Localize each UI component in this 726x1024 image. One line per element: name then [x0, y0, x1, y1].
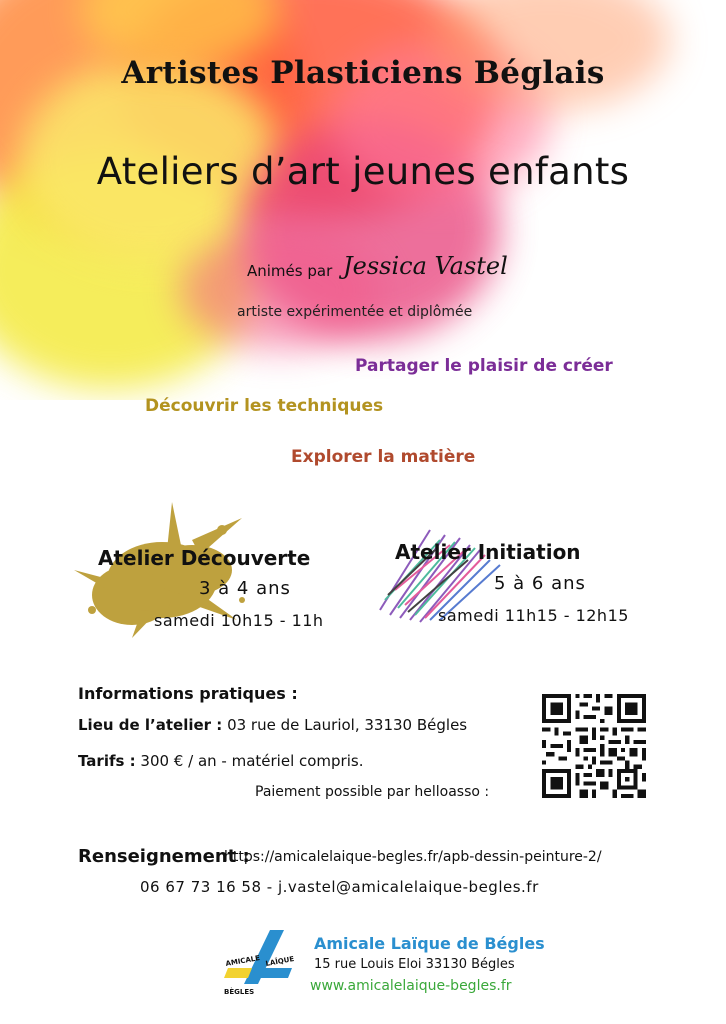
location-label: Lieu de l’atelier :: [78, 716, 223, 734]
location-value: 03 rue de Lauriol, 33130 Bégles: [222, 716, 468, 734]
atelier-decouverte-age: 3 à 4 ans: [199, 578, 291, 599]
tagline-explore: Explorer la matière: [291, 447, 476, 467]
amicale-address: 15 rue Louis Eloi 33130 Bégles: [314, 957, 515, 972]
info-pricing: [78, 752, 363, 770]
amicale-name: Amicale Laïque de Bégles: [314, 934, 545, 953]
atelier-initiation-title: Atelier Initiation: [395, 540, 581, 564]
atelier-decouverte-title: Atelier Découverte: [98, 546, 311, 570]
org-title: Artistes Plasticiens Béglais: [121, 55, 605, 91]
tagline-share: Partager le plaisir de créer: [355, 356, 613, 376]
logo-text-laique: LAÏQUE: [264, 955, 295, 968]
renseignement-label: Renseignement :: [78, 846, 250, 867]
qr-code-icon[interactable]: [542, 694, 646, 798]
page-title: Ateliers d’art jeunes enfants: [96, 150, 630, 193]
pricing-value: 300 € / an - matériel compris.: [135, 752, 364, 770]
info-heading: Informations pratiques :: [78, 684, 298, 703]
amicale-website-link[interactable]: www.amicalelaique-begles.fr: [310, 978, 512, 994]
tagline-discover: Découvrir les techniques: [145, 396, 384, 416]
animated-by-label: Animés par: [247, 262, 333, 280]
logo-text-amicale: AMICALE: [224, 954, 261, 968]
pricing-label: Tarifs :: [78, 752, 136, 770]
renseignement-url-link[interactable]: https://amicalelaique-begles.fr/apb-dessin-peinture-2/: [224, 849, 602, 865]
info-location: [78, 716, 467, 734]
atelier-initiation-time: samedi 11h15 - 12h15: [438, 606, 629, 625]
artist-description: artiste expérimentée et diplômée: [237, 304, 473, 320]
logo-text-begles: BÈGLES: [224, 988, 255, 996]
payment-info: Paiement possible par helloasso :: [255, 784, 490, 800]
artist-signature: Jessica Vastel: [343, 252, 508, 280]
atelier-initiation-age: 5 à 6 ans: [494, 573, 586, 594]
contact-info: 06 67 73 16 58 - j.vastel@amicalelaique-begles.fr: [140, 878, 539, 896]
atelier-decouverte-time: samedi 10h15 - 11h: [154, 611, 324, 630]
amicale-laique-logo: [222, 928, 302, 998]
